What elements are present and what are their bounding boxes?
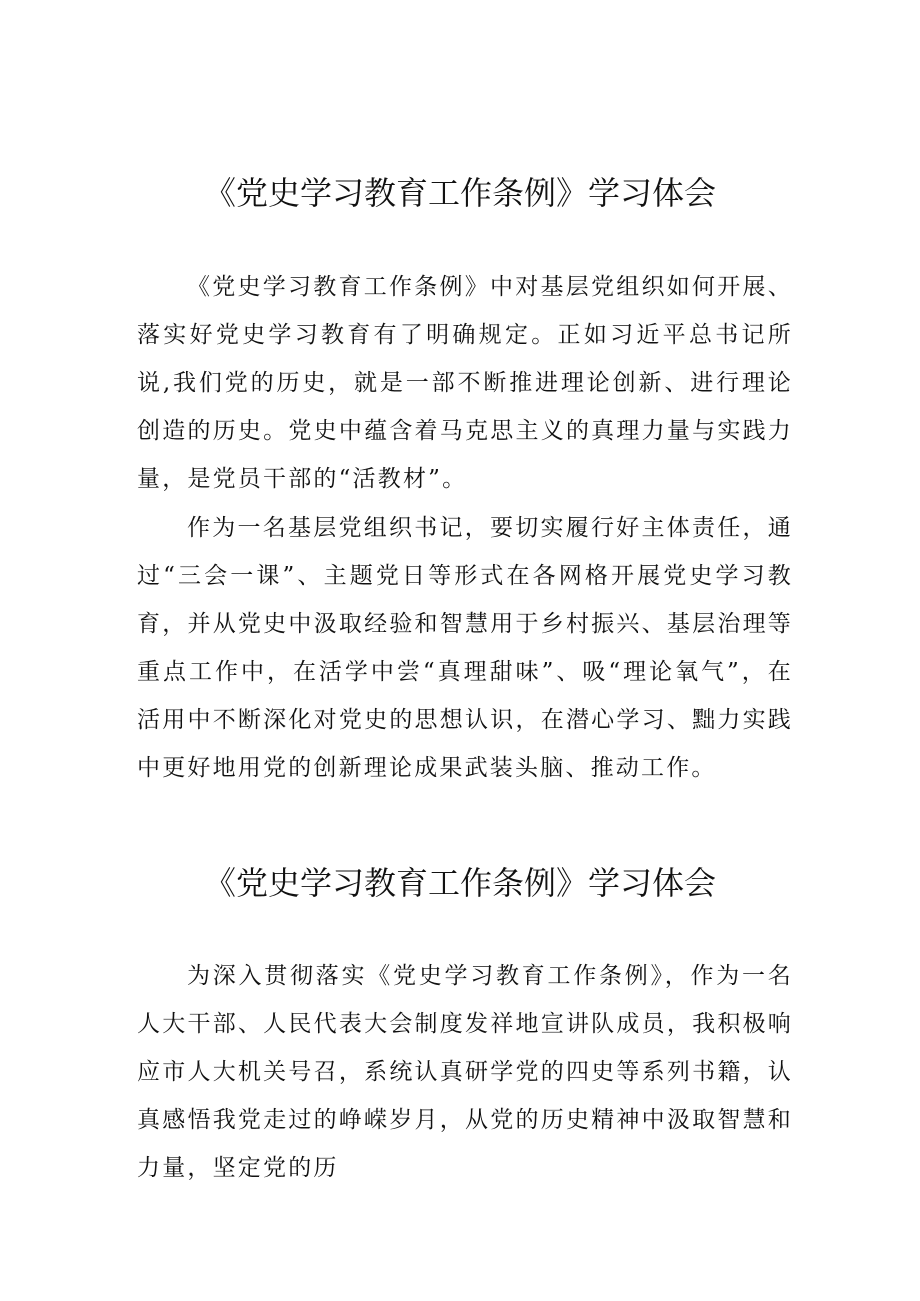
section-1-paragraph-2: 作为一名基层党组织书记，要切实履行好主体责任，通过“三会一课”、主题党日等形式在各网格开展党史学习教育，并从党史中汲取经验和智慧用于乡村振兴、基层治理等重点工作中，在活学中尝“真理甜味”、吸“理论氧气”，在活用中不断深化对党史的思想认识，在潜心学习、黜力实践中更好地用党的创新理论成果武装头脑、推动工作。 — [137, 515, 793, 781]
section-1-paragraph-1: 《党史学习教育工作条例》中对基层党组织如何开展、落实好党史学习教育有了明确规定。正如习近平总书记所说,我们党的历史，就是一部不断推进理论创新、进行理论创造的历史。党史中蕴含着马克思主义的真理力量与实践力量，是党员干部的“活教材”。 — [137, 274, 793, 492]
section-2-title: 《党史学习教育工作条例》学习体会 — [203, 864, 716, 902]
section-2-paragraph-1: 为深入贯彻落实《党史学习教育工作条例》，作为一名人大干部、人民代表大会制度发祥地宣讲队成员，我积极响应市人大机关号召，系统认真研学党的四史等系列书籍，认真感悟我党走过的峥嵘岁月，从党的历史精神中汲取智慧和力量，坚定党的历 — [137, 963, 793, 1181]
section-1-title: 《党史学习教育工作条例》学习体会 — [203, 174, 716, 212]
